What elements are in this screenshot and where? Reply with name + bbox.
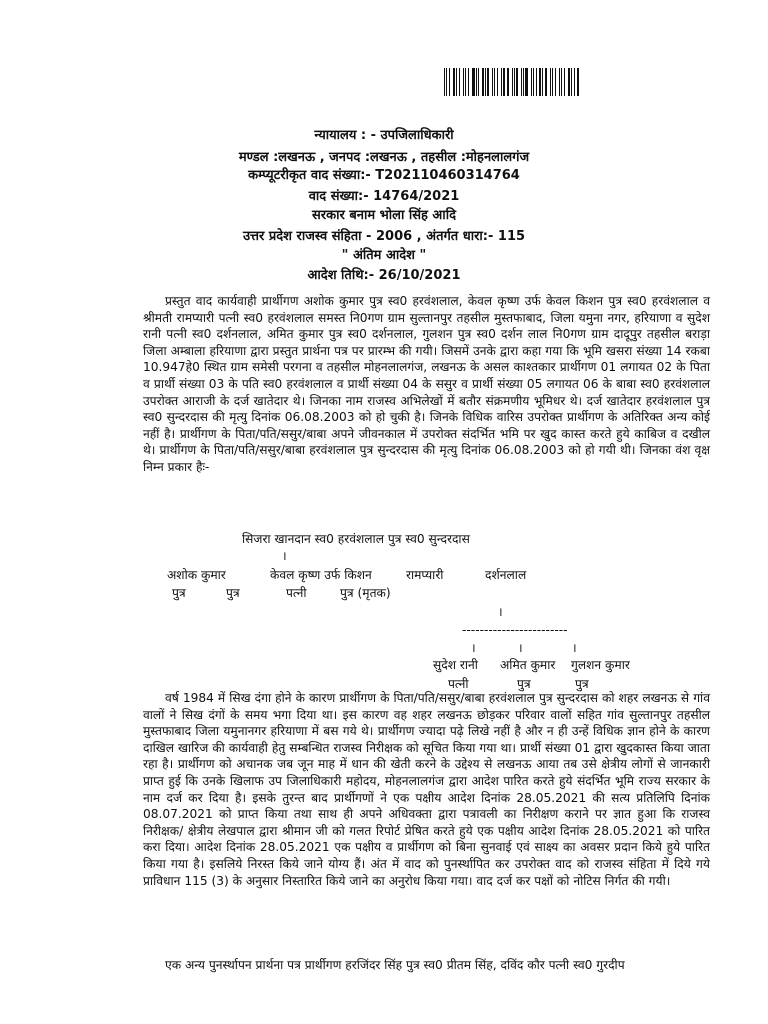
order-date: आदेश तिथि:- 26/10/2021 <box>307 268 461 283</box>
act-section: उत्तर प्रदेश राजस्व संहिता - 2006 , अंतर्गत धारा:- 115 <box>242 229 526 244</box>
barcode-bar <box>552 68 553 96</box>
tree-connector: । <box>498 605 503 619</box>
barcode-bar <box>459 68 460 96</box>
barcode-bar <box>456 68 457 96</box>
tree-member-amit: अमित कुमार <box>500 658 556 672</box>
barcode-bar <box>449 68 450 96</box>
barcode-bar <box>492 68 493 96</box>
barcode-bar <box>531 68 532 96</box>
barcode-bar <box>521 68 522 96</box>
paragraph-3: एक अन्य पुनर्स्थापन प्रार्थना पत्र प्रार्थीगण हरजिंदर सिंह पुत्र स्व0 प्रीतम सिंह, दविंद कौर पत्नी स्व0 गुरदीप <box>165 958 625 972</box>
barcode-bar <box>577 68 578 96</box>
barcode-bar <box>571 68 572 96</box>
case-parties: सरकार बनाम भोला सिंह आदि <box>312 208 456 223</box>
barcode-bar <box>568 68 570 96</box>
barcode-bar <box>561 68 562 96</box>
tree-relation-ashok: पुत्र <box>172 586 186 600</box>
tree-member-ashok: अशोक कुमार <box>167 568 226 582</box>
barcode-bar <box>485 68 486 96</box>
barcode-bar <box>559 68 560 96</box>
barcode-bar <box>463 68 464 96</box>
tree-member-darshanlal: दर्शनलाल <box>485 568 527 582</box>
barcode-bar <box>514 68 515 96</box>
barcode-bar <box>512 68 513 96</box>
barcode-bar <box>542 68 543 96</box>
barcode-bar <box>533 68 534 96</box>
tree-member-rampyari: रामप्यारी <box>406 568 444 582</box>
computer-case-number: कम्प्यूटरीकृत वाद संख्या:- T202110460314764 <box>248 168 520 183</box>
tree-relation-gulshan: पुत्र <box>575 677 589 691</box>
tree-relation-kewal: पुत्र <box>226 586 240 600</box>
tree-member-sudesh: सुदेश रानी <box>433 658 478 672</box>
order-type: " अंतिम आदेश " <box>341 248 427 263</box>
barcode-bar <box>516 68 517 96</box>
court-name: न्यायालय : - उपजिलाधिकारी <box>314 128 454 143</box>
jurisdiction: मण्डल :लखनऊ , जनपद :लखनऊ , तहसील :मोहनलालगंज <box>238 150 530 165</box>
barcode-bar <box>574 68 575 96</box>
barcode-bar <box>503 68 504 96</box>
barcode-bar <box>564 68 565 96</box>
barcode-bar <box>497 68 498 96</box>
tree-member-kewal: केवल कृष्ण उर्फ किशन <box>270 568 372 582</box>
barcode-bar <box>555 68 556 96</box>
barcode <box>444 68 580 96</box>
tree-relation-rampyari: पत्नी <box>286 586 307 600</box>
barcode-bar <box>550 68 551 96</box>
barcode-bar <box>539 68 540 96</box>
barcode-bar <box>468 68 469 96</box>
tree-member-gulshan: गुलशन कुमार <box>571 658 630 672</box>
case-number: वाद संख्या:- 14764/2021 <box>308 189 460 204</box>
tree-relation-sudesh: पत्नी <box>448 677 469 691</box>
barcode-bar <box>478 68 479 96</box>
barcode-bar <box>465 68 466 96</box>
family-tree-title: सिजरा खानदान स्व0 हरवंशलाल पुत्र स्व0 सुन्दरदास <box>242 532 470 546</box>
barcode-bar <box>472 68 474 96</box>
barcode-bar <box>536 68 537 96</box>
paragraph-2: वर्ष 1984 में सिख दंगा होने के कारण प्रार्थीगण के पिता/पति/ससुर/बाबा हरवंशलाल पुत्र सुन्दरदास को शहर लखनऊ से गांव वालों ने सिख दंगों के समय भगा दिया था। इस कारण वह शहर लखनऊ छोड़कर परिवार वालों सहित गांव सुल्तानपुर तहसील मुस्तफाबाद जिला यमुनानगर हरियाणा में बस गये थे। प्रार्थीगण ज्यादा पढ़े लिखे नहीं है और न ही उन्हें विधिक ज्ञान होने के कारण दाखिल खारिज की कार्यवाही हेतु सम्बन्धित राजस्व निरीक्षक को सूचित किया गया था। प्रार्थी संख्या 01 द्वारा खुदकास्त किया जाता रहा है। प्रार्थीगण को अचानक जब जून माह में धान की खेती करने के उद्देश्य से लखनऊ आया तब उसे क्षेत्रीय लोगों से जानकारी प्राप्त हुई कि उनके खिलाफ उप जिलाधिकारी महोदय, मोहनलालगंज द्वारा आदेश पारित करते हुये संदर्भित भूमि राज्य सरकार के नाम दर्ज कर दिया है। इसके तुरन्त बाद प्रार्थीगणों ने एक पक्षीय आदेश दिनांक 28.05.2021 की सत्य प्रतिलिपि दिनांक 08.07.2021 को प्राप्त किया तथा साथ ही अपने अधिवक्ता द्वारा पत्रावली का निरीक्षण कराने पर ज्ञात हुआ कि राजस्व निरीक्षक/ क्षेत्रीय लेखपाल द्वारा श्रीमान जी को गलत रिपोर्ट प्रेषित करते हुये एक पक्षीय आदेश दिनांक 28.05.2021 को पारित करा दिया। आदेश दिनांक 28.05.2021 एक पक्षीय व प्रार्थीगण को बिना सुनवाई एवं साक्ष्य का अवसर प्रदान किये हुये पारित किया गया है। इसलिये निरस्त किये जाने योग्य हैं। अंत में वाद को पुनर्स्थापित कर उपरोक्त वाद को राजस्व संहिता में दिये गये प्राविधान 115 (3) के अनुसार निस्तारित किये जाने का अनुरोध किया गया। वाद दर्ज कर पक्षों को नोटिस निर्गत की गयी। <box>143 691 710 888</box>
barcode-bar <box>523 68 524 96</box>
tree-relation-darshanlal: पुत्र (मृतक) <box>340 586 391 600</box>
barcode-bar <box>501 68 502 96</box>
barcode-bar <box>453 68 455 96</box>
barcode-bar <box>525 68 527 96</box>
barcode-bar <box>487 68 489 96</box>
tree-connector: । <box>471 641 476 655</box>
barcode-bar <box>482 68 483 96</box>
barcode-bar <box>444 68 445 96</box>
tree-connector: । <box>518 641 523 655</box>
barcode-bar <box>476 68 477 96</box>
barcode-bar <box>545 68 547 96</box>
tree-dash-line: ------------------------ <box>462 623 568 637</box>
barcode-bar <box>446 68 447 96</box>
paragraph-1: प्रस्तुत वाद कार्यवाही प्रार्थीगण अशोक कुमार पुत्र स्व0 हरवंशलाल, केवल कृष्ण उर्फ केवल किशन पुत्र स्व0 हरवंशलाल व श्रीमती रामप्यारी पत्नी स्व0 हरवंशलाल समस्त नि0गण ग्राम सुल्तानपुर तहसील मुस्तफाबाद, जिला यमुना नगर, हरियाणा व सुदेश रानी पत्नी स्व0 दर्शनलाल, अमित कुमार पुत्र स्व0 दर्शनलाल, गुलशन पुत्र स्व0 दर्शन लाल नि0गण ग्राम दादूपुर तहसील बराड़ा जिला अम्बाला हरियाणा द्वारा प्रस्तुत प्रार्थना पत्र पर प्रारम्भ की गयी। जिसमें उनके द्वारा कहा गया कि भूमि खसरा संख्या 14 रकबा 10.947हे0 स्थित ग्राम समेसी परगना व तहसील मोहनलालगंज, लखनऊ के असल काश्तकार प्रार्थीगण 01 लगायत 02 के पिता व प्रार्थी संख्या 03 के पति स्व0 हरवंशलाल व प्रार्थी संख्या 04 के ससुर व प्रार्थी संख्या 05 लगायत 06 के बाबा स्व0 हरवंशलाल उपरोक्त आराजी के दर्ज खातेदार थे। जिनका नाम राजस्व अभिलेखों में बतौर संक्रमणीय भूमिधर थे। दर्ज खातेदार हरवंशलाल पुत्र स्व0 सुन्दरदास की मृत्यु दिनांक 06.08.2003 को हो चुकी है। जिनके विधिक वारिस उपरोक्त प्रार्थीगण के अतिरिक्त अन्य कोई नहीं है। प्रार्थीगण के पिता/पति/ससुर/बाबा अपने जीवनकाल में उपरोक्त संदर्भित भमि पर खुद कास्त करते हुये काबिज व दखील थे। प्रार्थीगण के पिता/पति/ससुर/बाबा हरवंशलाल पुत्र सुन्दरदास की मृत्यु दिनांक 06.08.2003 को हो गयी थी। जिनका वंश वृक्ष निम्न प्रकार हैः- <box>143 294 710 474</box>
barcode-bar <box>507 68 509 96</box>
tree-connector: । <box>572 641 577 655</box>
tree-connector: । <box>282 549 287 563</box>
barcode-bar <box>494 68 495 96</box>
tree-relation-amit: पुत्र <box>517 677 531 691</box>
